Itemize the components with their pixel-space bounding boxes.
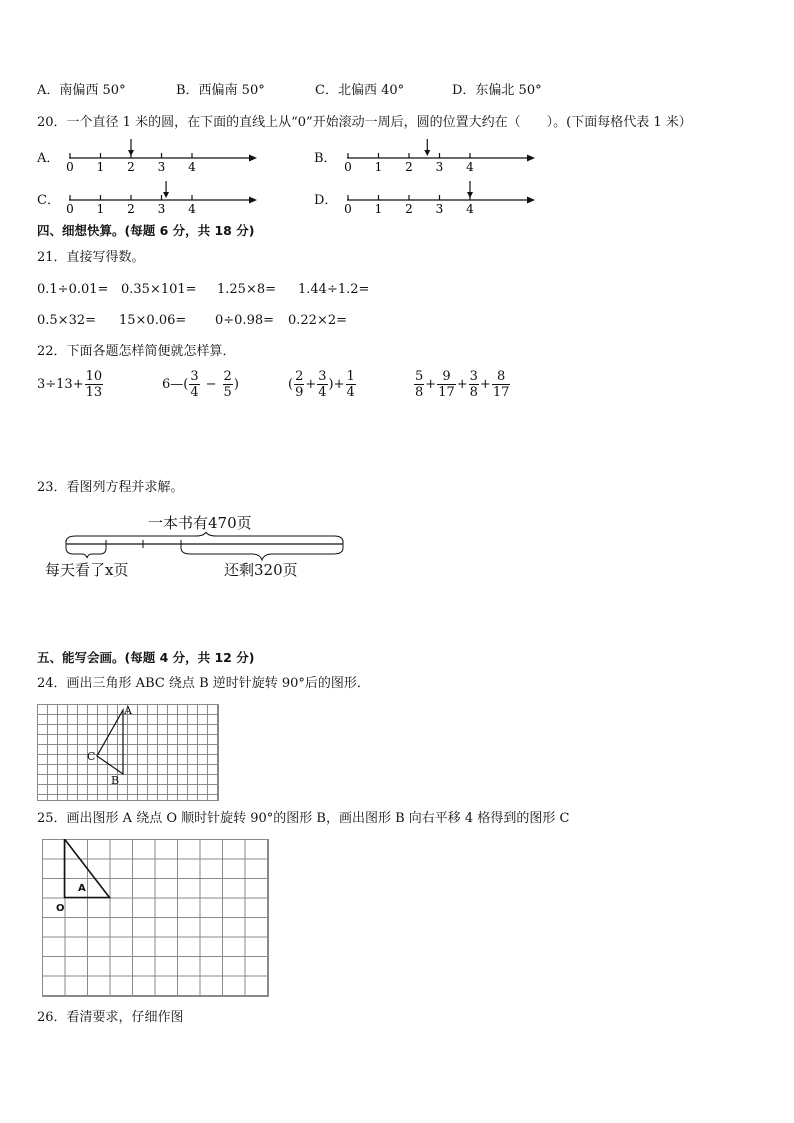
number-line-tick-label: 3 xyxy=(435,160,444,174)
number-line-tick-label: 3 xyxy=(157,160,166,174)
arrow-icon xyxy=(467,181,473,198)
number-line-tick-label: 1 xyxy=(374,202,383,216)
section5-title: 五、能写会画。(每题 4 分，共 12 分) xyxy=(37,650,255,665)
number-line-tick-label: 2 xyxy=(127,160,135,174)
q21-item: 15×0.06= xyxy=(119,313,187,328)
q21-item: 1.25×8= xyxy=(217,282,277,297)
q21-item: 0.35×101= xyxy=(121,282,197,297)
q20-option-c-letter: C． xyxy=(37,193,60,208)
q20-number-line-d xyxy=(342,180,542,216)
q21-item: 0.22×2= xyxy=(288,313,348,328)
number-line-tick-label: 0 xyxy=(344,160,352,174)
q20-option-b-letter: B． xyxy=(314,151,337,166)
q24-label-a: A xyxy=(124,704,132,717)
q25-figure-a xyxy=(42,839,268,996)
section4-title: 四、细想快算。(每题 6 分，共 18 分) xyxy=(37,223,255,238)
q23-right-label: 还剩320页 xyxy=(224,561,298,579)
q22-expression-1: 3÷13+ $\frac{10}{13}$ xyxy=(37,369,103,400)
q21-item: 0.1÷0.01= xyxy=(37,282,109,297)
q19-option-a: A．南偏西 50° xyxy=(37,83,126,98)
q21-item: 0÷0.98= xyxy=(215,313,275,328)
number-line-tick-label: 1 xyxy=(374,160,383,174)
q23-stem: 23．看图列方程并求解。 xyxy=(37,480,184,495)
q19-option-d: D．东偏北 50° xyxy=(452,83,542,98)
q21-item: 1.44÷1.2= xyxy=(298,282,370,297)
q20-option-d-letter: D． xyxy=(314,193,338,208)
number-line-tick-label: 0 xyxy=(344,202,352,216)
q22-expression-2: 6—( $\frac{3}{4}$ − $\frac{2}{5}$ ) xyxy=(162,369,239,400)
q24-label-c: C xyxy=(87,750,96,763)
arrow-icon xyxy=(163,181,169,198)
q26-stem: 26．看清要求，仔细作图 xyxy=(37,1010,184,1025)
q22-expression-3: ( $\frac{2}{9}$ + $\frac{3}{4}$ )+ $\frac{1}{4}$ xyxy=(288,369,355,400)
number-line-tick-label: 4 xyxy=(466,202,474,216)
q20-stem: 20．一个直径 1 米的圆，在下面的直线上从“0”开始滚动一周后，圆的位置大约在（ ）。(下面每格代表 1 米） xyxy=(37,115,692,130)
q22-stem: 22．下面各题怎样简便就怎样算． xyxy=(37,344,236,359)
arrow-icon xyxy=(424,139,430,156)
q20-option-a-letter: A． xyxy=(37,151,60,166)
q20-number-line-b xyxy=(342,138,542,174)
arrow-icon xyxy=(128,139,134,156)
number-line-tick-label: 3 xyxy=(435,202,444,216)
number-line-tick-label: 2 xyxy=(405,202,413,216)
number-line-tick-label: 1 xyxy=(96,202,105,216)
number-line-tick-label: 4 xyxy=(188,160,196,174)
q25-stem: 25．画出图形 A 绕点 O 顺时针旋转 90°的图形 B，画出图形 B 向右平移 4 格得到的图形 C xyxy=(37,811,570,826)
number-line-tick-label: 4 xyxy=(466,160,474,174)
q20-number-line-c xyxy=(64,180,264,216)
number-line-tick-label: 0 xyxy=(66,202,74,216)
q24-stem: 24．画出三角形 ABC 绕点 B 逆时针旋转 90°后的图形． xyxy=(37,676,370,691)
q19-option-b: B．西偏南 50° xyxy=(176,83,265,98)
q21-stem: 21．直接写得数。 xyxy=(37,250,145,265)
number-line-tick-label: 4 xyxy=(188,202,196,216)
q23-segment-diagram xyxy=(36,532,356,562)
number-line-tick-label: 2 xyxy=(127,202,135,216)
q22-expression-4: $\frac{5}{8}$ + $\frac{9}{17}$ + $\frac{3}{8}$ + $\frac{8}{17}$ xyxy=(415,369,510,400)
q24-label-b: B xyxy=(111,774,120,787)
q21-item: 0.5×32= xyxy=(37,313,97,328)
number-line-tick-label: 0 xyxy=(66,160,74,174)
number-line-tick-label: 2 xyxy=(405,160,413,174)
q24-triangle-abc xyxy=(37,704,218,800)
q23-left-label: 每天看了x页 xyxy=(45,561,129,579)
q25-label-a: A xyxy=(78,883,86,894)
number-line-tick-label: 1 xyxy=(96,160,105,174)
q23-top-label: 一本书有470页 xyxy=(148,514,252,532)
q19-option-c: C．北偏西 40° xyxy=(315,83,405,98)
q25-label-o: O xyxy=(56,903,65,914)
number-line-tick-label: 3 xyxy=(157,202,166,216)
q20-number-line-a xyxy=(64,138,264,174)
